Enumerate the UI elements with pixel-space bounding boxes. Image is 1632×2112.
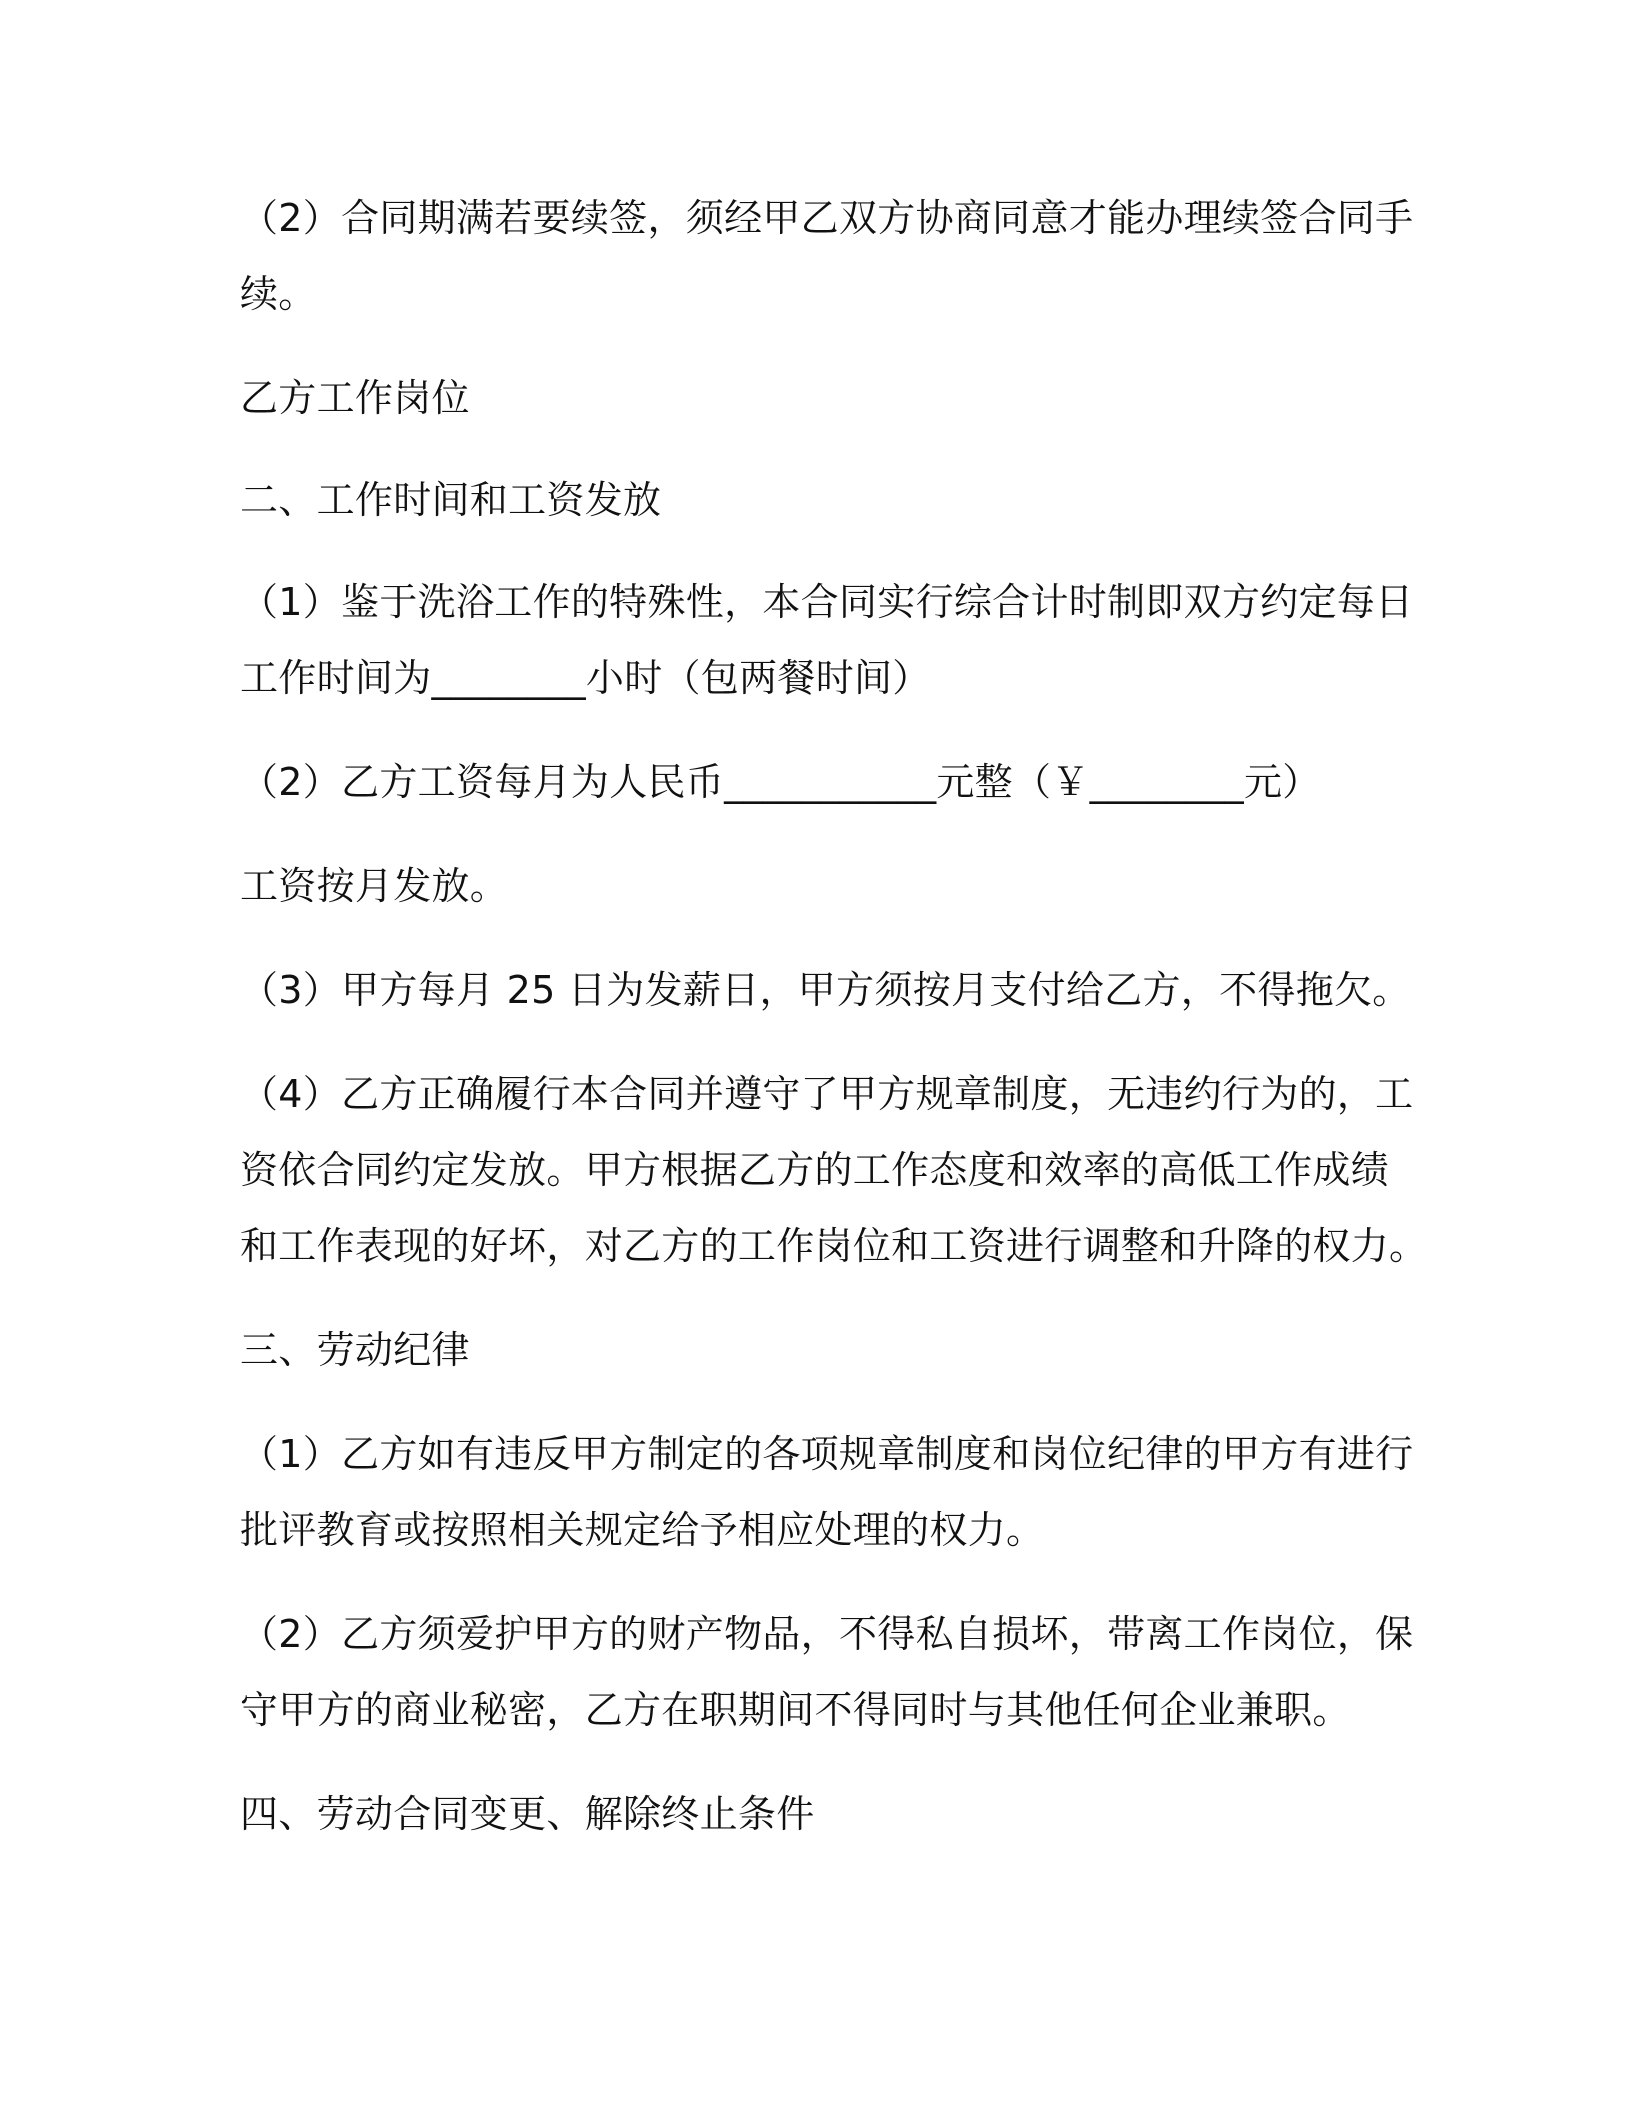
clause-2-salary-line: （2）乙方工资每月为人民币___________元整（￥________元） [240,760,1321,804]
section-2-heading: 二、工作时间和工资发放 [240,478,662,522]
discipline-clause-1-line-2: 批评教育或按照相关规定给予相应处理的权力。 [240,1508,1045,1552]
clause-1-hours-line-2: 工作时间为________小时（包两餐时间） [240,656,931,700]
discipline-clause-2-line-1: （2）乙方须爱护甲方的财产物品，不得私自损坏，带离工作岗位，保 [240,1612,1414,1656]
section-4-heading: 四、劳动合同变更、解除终止条件 [240,1792,815,1836]
job-position-heading: 乙方工作岗位 [240,376,470,420]
clause-2-renewal-line-1: （2）合同期满若要续签，须经甲乙双方协商同意才能办理续签合同手 [240,196,1414,240]
salary-monthly-line: 工资按月发放。 [240,864,509,908]
clause-4-line-3: 和工作表现的好坏，对乙方的工作岗位和工资进行调整和升降的权力。 [240,1224,1428,1268]
clause-4-line-2: 资依合同约定发放。甲方根据乙方的工作态度和效率的高低工作成绩 [240,1148,1390,1192]
discipline-clause-2-line-2: 守甲方的商业秘密，乙方在职期间不得同时与其他任何企业兼职。 [240,1688,1351,1732]
discipline-clause-1-line-1: （1）乙方如有违反甲方制定的各项规章制度和岗位纪律的甲方有进行 [240,1432,1414,1476]
clause-1-hours-line-1: （1）鉴于洗浴工作的特殊性，本合同实行综合计时制即双方约定每日 [240,580,1414,624]
section-3-heading: 三、劳动纪律 [240,1328,470,1372]
clause-2-renewal-line-2: 续。 [240,272,317,316]
clause-4-line-1: （4）乙方正确履行本合同并遵守了甲方规章制度，无违约行为的，工 [240,1072,1414,1116]
clause-3-payday-line: （3）甲方每月 25 日为发薪日，甲方须按月支付给乙方，不得拖欠。 [240,968,1411,1012]
